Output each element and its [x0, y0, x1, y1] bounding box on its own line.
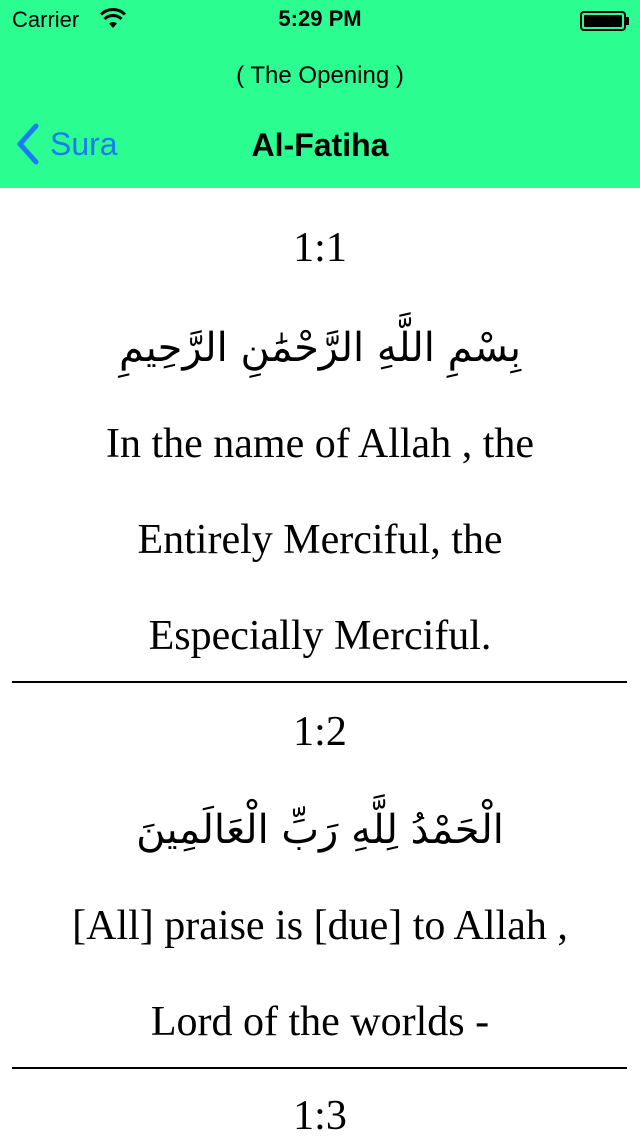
verse-translation-line: Especially Merciful.	[148, 613, 492, 659]
status-time: 5:29 PM	[278, 6, 362, 31]
verse-translation-line: In the name of Allah , the	[105, 421, 535, 467]
battery-icon	[580, 11, 630, 31]
verse-number: 1:1	[293, 225, 347, 271]
back-button-label: Sura	[50, 125, 118, 162]
navigation-header	[0, 0, 640, 188]
verse-number: 1:3	[293, 1093, 347, 1136]
carrier-label: Carrier	[12, 7, 80, 32]
verse-arabic-text: بِسْمِ اللَّهِ الرَّحْمَٰنِ الرَّحِيمِ	[118, 325, 522, 371]
verse-translation-line: Lord of the worlds -	[150, 999, 490, 1045]
status-bar	[0, 0, 640, 40]
page-title: Al-Fatiha	[251, 127, 389, 163]
verse-separator	[12, 681, 627, 683]
verse-arabic-text: الْحَمْدُ لِلَّهِ رَبِّ الْعَالَمِينَ	[136, 807, 504, 853]
verse-separator	[12, 1067, 627, 1069]
verse-translation-line: Entirely Merciful, the	[137, 517, 503, 563]
verse-list[interactable]	[0, 188, 640, 1136]
verse-number: 1:2	[293, 709, 347, 755]
verse-translation-line: [All] praise is [due] to Allah ,	[72, 903, 568, 949]
nav-prompt: ( The Opening )	[236, 62, 404, 89]
